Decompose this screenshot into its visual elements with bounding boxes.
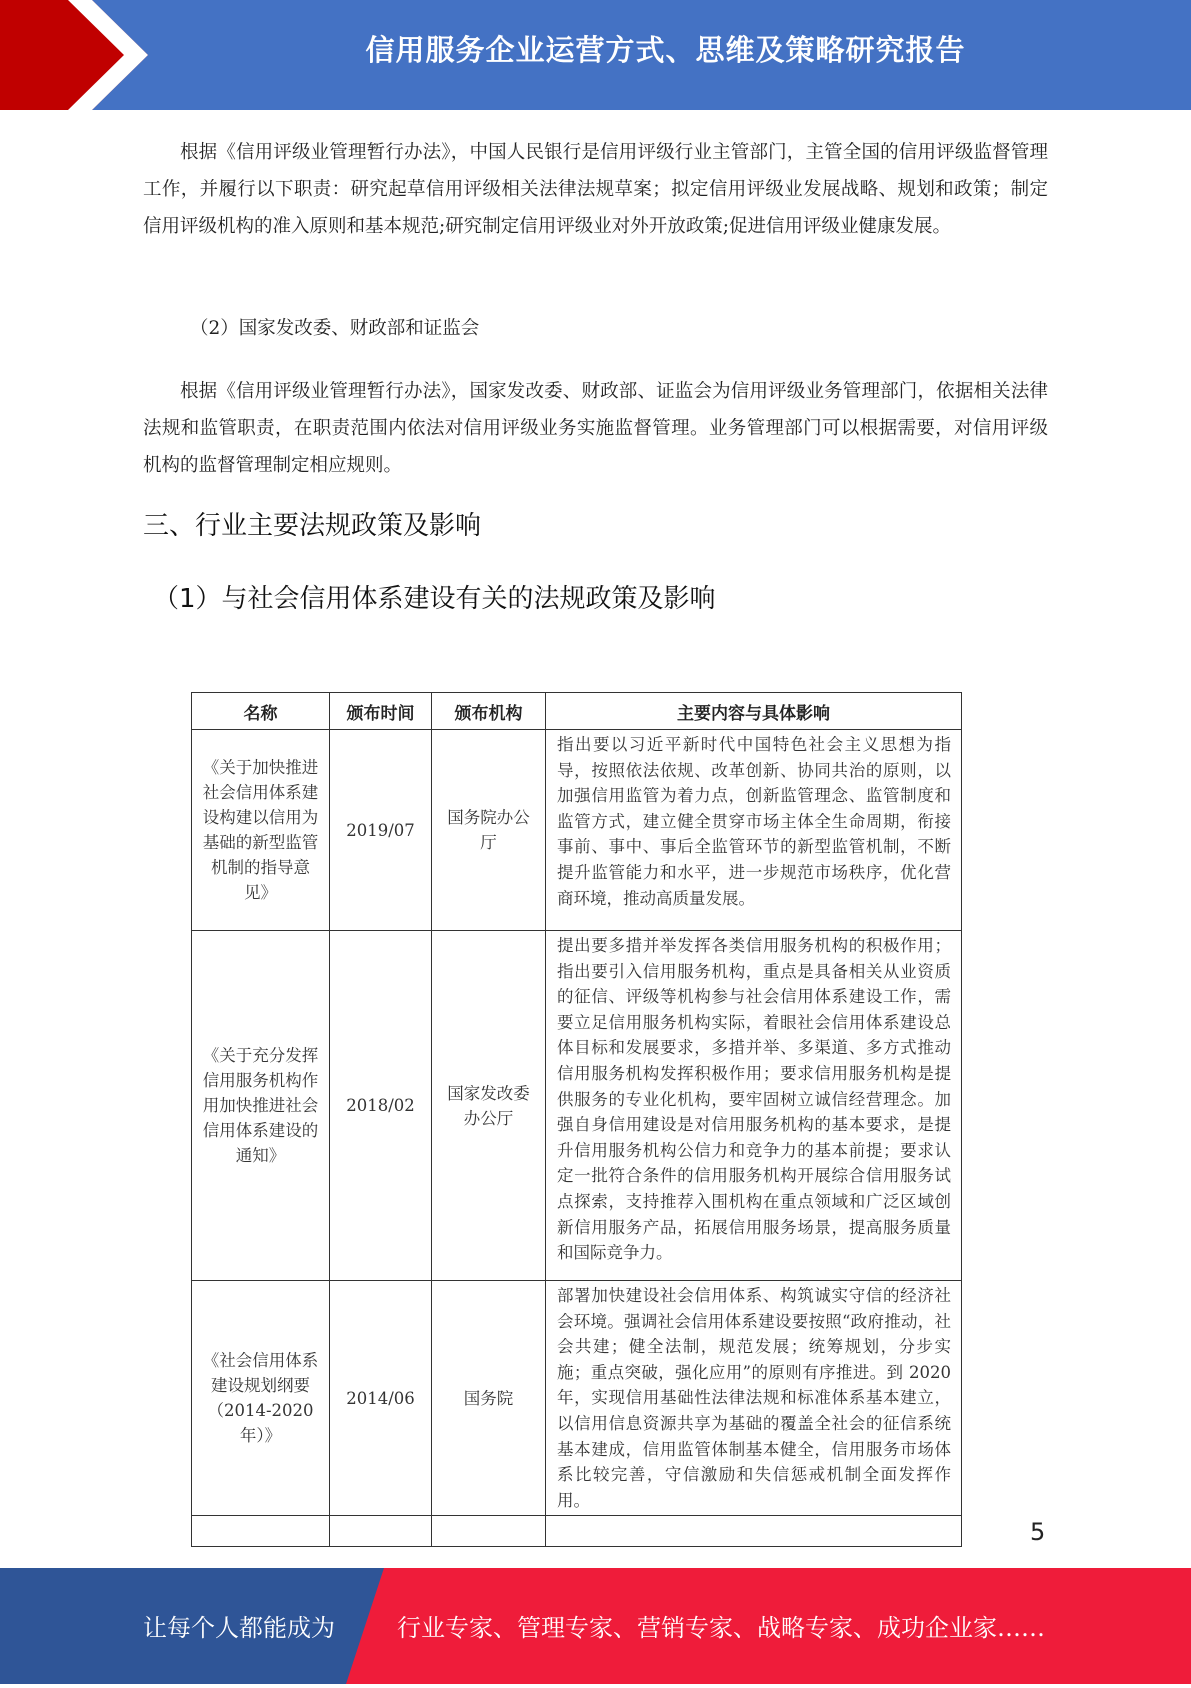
paragraph-pboc: 根据《信用评级业管理暂行办法》，中国人民银行是信用评级行业主管部门，主管全国的信用评级监督管理工作，并履行以下职责：研究起草信用评级相关法律法规草案；拟定信用评级业发展战略、规划和政策；制定信用评级机构的准入原则和基本规范;研究制定信用评级业对外开放政策;促进信用评级业健康发展。 xyxy=(143,142,1048,237)
cell-name: 《社会信用体系建设规划纲要（2014-2020年）》 xyxy=(192,1281,330,1516)
policy-table xyxy=(191,692,962,1547)
page-number: 5 xyxy=(1030,1518,1046,1546)
table-row xyxy=(192,931,962,1281)
cell-name: 《关于充分发挥信用服务机构作用加快推进社会信用体系建设的通知》 xyxy=(192,931,330,1281)
paragraph-ndrc: 根据《信用评级业管理暂行办法》，国家发改委、财政部、证监会为信用评级业务管理部门，依据相关法律法规和监管职责，在职责范围内依法对信用评级业务实施监督管理。业务管理部门可以根据需要，对信用评级机构的监督管理制定相应规则。 xyxy=(143,381,1048,476)
cell-content: 指出要以习近平新时代中国特色社会主义思想为指导，按照依法依规、改革创新、协同共治的原则，以加强信用监管为着力点，创新监管理念、监管制度和监管方式，建立健全贯穿市场主体全生命周期，衔接事前、事中、事后全监管环节的新型监管机制，不断提升监管能力和水平，进一步规范市场秩序，优化营商环境，推动高质量发展。 xyxy=(546,730,962,931)
header-content: 主要内容与具体影响 xyxy=(546,693,962,730)
cell-date: 2014/06 xyxy=(330,1281,432,1516)
table-row xyxy=(192,1281,962,1516)
header-red-chevron xyxy=(0,0,150,110)
header-org: 颁布机构 xyxy=(432,693,546,730)
footer-slogan-left: 让每个人都能成为 xyxy=(143,1614,335,1642)
cell-content: 部署加快建设社会信用体系、构筑诚实守信的经济社会环境。强调社会信用体系建设要按照“政府推动，社会共建；健全法制，规范发展；统筹规划，分步实施；重点突破，强化应用”的原则有序推进。到 2020 年，实现信用基础性法律法规和标准体系基本建立，以信用信息资源共享为基础的覆盖全社会的征信系统基本建成，信用监管体制基本健全，信用服务市场体系比较完善，守信激励和失信惩戒机制全面发挥作用。 xyxy=(546,1281,962,1516)
page-footer xyxy=(0,1568,1191,1684)
cell-date: 2018/02 xyxy=(330,931,432,1281)
subsection-heading: （1）与社会信用体系建设有关的法规政策及影响 xyxy=(153,584,716,614)
table-row xyxy=(192,730,962,931)
report-title: 信用服务企业运营方式、思维及策略研究报告 xyxy=(365,33,966,67)
cell-org: 国家发改委办公厅 xyxy=(432,931,546,1281)
section-heading: 三、行业主要法规政策及影响 xyxy=(143,511,482,541)
table-row-continued xyxy=(192,1516,962,1547)
subheading-ndrc: （2）国家发改委、财政部和证监会 xyxy=(190,318,480,339)
table-header-row xyxy=(192,693,962,730)
header-date: 颁布时间 xyxy=(330,693,432,730)
cell-name: 《关于加快推进社会信用体系建设构建以信用为基础的新型监管机制的指导意见》 xyxy=(192,730,330,931)
cell-org: 国务院 xyxy=(432,1281,546,1516)
page-header xyxy=(0,0,1191,110)
policy-table-wrapper xyxy=(191,692,961,1510)
footer-slogan-right: 行业专家、管理专家、营销专家、战略专家、成功企业家…… xyxy=(397,1614,1045,1642)
header-name: 名称 xyxy=(192,693,330,730)
cell-content: 提出要多措并举发挥各类信用服务机构的积极作用；指出要引入信用服务机构，重点是具备相关从业资质的征信、评级等机构参与社会信用体系建设工作，需要立足信用服务机构实际，着眼社会信用体系建设总体目标和发展要求，多措并举、多渠道、多方式推动信用服务机构发挥积极作用；要求信用服务机构是提供服务的专业化机构，要牢固树立诚信经营理念。加强自身信用建设是对信用服务机构的基本要求，是提升信用服务机构公信力和竞争力的基本前提；要求认定一批符合条件的信用服务机构开展综合信用服务试点探索，支持推荐入围机构在重点领域和广泛区域创新信用服务产品，拓展信用服务场景，提高服务质量和国际竞争力。 xyxy=(546,931,962,1281)
cell-org: 国务院办公厅 xyxy=(432,730,546,931)
cell-date: 2019/07 xyxy=(330,730,432,931)
